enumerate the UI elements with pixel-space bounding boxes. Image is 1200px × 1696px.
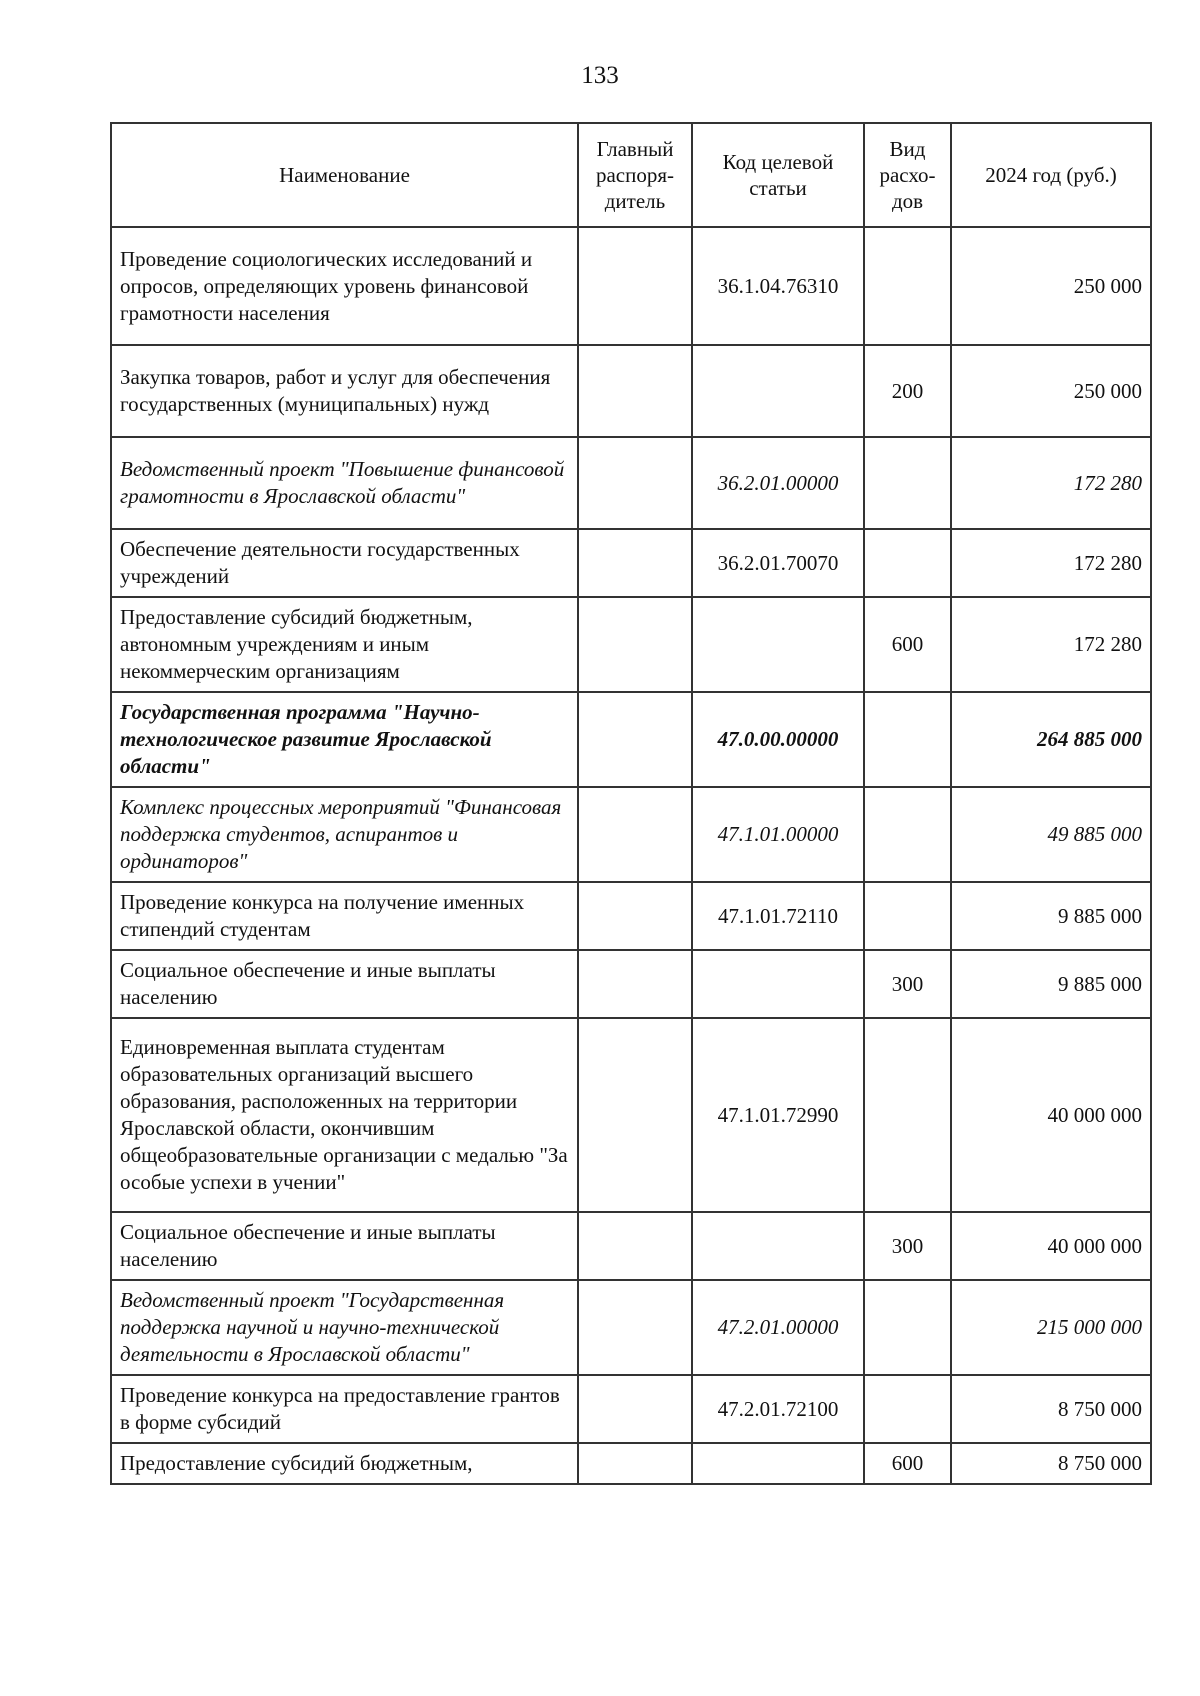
cell-name: Комплекс процессных мероприятий "Финансовая поддержка студентов, аспирантов и ординаторов"	[111, 787, 578, 882]
budget-table	[110, 122, 1152, 1485]
cell-kind	[864, 882, 951, 950]
table-row	[111, 597, 1151, 692]
cell-admin	[578, 1018, 692, 1212]
table-row	[111, 1375, 1151, 1443]
table-row	[111, 787, 1151, 882]
cell-name: Предоставление субсидий бюджетным, автономным учреждениям и иным некоммерческим организациям	[111, 597, 578, 692]
cell-admin	[578, 787, 692, 882]
cell-admin	[578, 529, 692, 597]
cell-kind	[864, 1018, 951, 1212]
cell-name: Единовременная выплата студентам образовательных организаций высшего образования, расположенных на территории Ярославской области, окончившим общеобразовательные организации с медалью "За особые успехи в учении"	[111, 1018, 578, 1212]
cell-name: Ведомственный проект "Повышение финансовой грамотности в Ярославской области"	[111, 437, 578, 529]
header-kind: Вид расхо-дов	[864, 123, 951, 227]
cell-code: 47.2.01.00000	[692, 1280, 864, 1375]
cell-kind: 600	[864, 597, 951, 692]
cell-sum: 9 885 000	[951, 882, 1151, 950]
cell-kind: 300	[864, 950, 951, 1018]
cell-code: 47.1.01.72990	[692, 1018, 864, 1212]
cell-admin	[578, 437, 692, 529]
cell-sum: 172 280	[951, 597, 1151, 692]
cell-code: 36.2.01.70070	[692, 529, 864, 597]
cell-sum: 40 000 000	[951, 1018, 1151, 1212]
table-row	[111, 950, 1151, 1018]
cell-code: 36.2.01.00000	[692, 437, 864, 529]
cell-code	[692, 1212, 864, 1280]
table-body	[111, 227, 1151, 1484]
cell-admin	[578, 227, 692, 345]
cell-kind: 200	[864, 345, 951, 437]
cell-admin	[578, 692, 692, 787]
cell-admin	[578, 882, 692, 950]
cell-kind	[864, 1375, 951, 1443]
cell-sum: 172 280	[951, 529, 1151, 597]
cell-sum: 172 280	[951, 437, 1151, 529]
cell-admin	[578, 950, 692, 1018]
header-sum: 2024 год (руб.)	[951, 123, 1151, 227]
cell-kind	[864, 529, 951, 597]
cell-admin	[578, 597, 692, 692]
cell-code: 47.1.01.00000	[692, 787, 864, 882]
cell-name: Проведение социологических исследований и опросов, определяющих уровень финансовой грамотности населения	[111, 227, 578, 345]
cell-name: Обеспечение деятельности государственных учреждений	[111, 529, 578, 597]
cell-sum: 250 000	[951, 227, 1151, 345]
cell-sum: 8 750 000	[951, 1443, 1151, 1484]
header-name: Наименование	[111, 123, 578, 227]
table-row	[111, 1018, 1151, 1212]
cell-admin	[578, 1280, 692, 1375]
cell-code	[692, 1443, 864, 1484]
cell-kind	[864, 1280, 951, 1375]
cell-kind	[864, 692, 951, 787]
cell-code: 47.1.01.72110	[692, 882, 864, 950]
table-row	[111, 1443, 1151, 1484]
header-admin: Главный распоря-дитель	[578, 123, 692, 227]
table-row	[111, 882, 1151, 950]
cell-name: Проведение конкурса на получение именных стипендий студентам	[111, 882, 578, 950]
cell-sum: 215 000 000	[951, 1280, 1151, 1375]
table-row	[111, 692, 1151, 787]
cell-code	[692, 950, 864, 1018]
cell-kind: 300	[864, 1212, 951, 1280]
cell-code: 36.1.04.76310	[692, 227, 864, 345]
cell-admin	[578, 1212, 692, 1280]
table-row	[111, 437, 1151, 529]
cell-sum: 49 885 000	[951, 787, 1151, 882]
cell-admin	[578, 345, 692, 437]
header-code: Код целевой статьи	[692, 123, 864, 227]
page-number: 133	[581, 62, 619, 89]
table-row	[111, 529, 1151, 597]
cell-sum: 9 885 000	[951, 950, 1151, 1018]
cell-name: Ведомственный проект "Государственная поддержка научной и научно-технической деятельности в Ярославской области"	[111, 1280, 578, 1375]
table-header-row	[111, 123, 1151, 227]
cell-name: Социальное обеспечение и иные выплаты населению	[111, 1212, 578, 1280]
cell-name: Государственная программа "Научно-технологическое развитие Ярославской области"	[111, 692, 578, 787]
cell-sum: 250 000	[951, 345, 1151, 437]
cell-name: Социальное обеспечение и иные выплаты населению	[111, 950, 578, 1018]
cell-kind: 600	[864, 1443, 951, 1484]
cell-admin	[578, 1443, 692, 1484]
table-row	[111, 1212, 1151, 1280]
cell-code: 47.0.00.00000	[692, 692, 864, 787]
cell-code	[692, 345, 864, 437]
cell-kind	[864, 437, 951, 529]
cell-sum: 8 750 000	[951, 1375, 1151, 1443]
cell-name: Проведение конкурса на предоставление грантов в форме субсидий	[111, 1375, 578, 1443]
cell-kind	[864, 787, 951, 882]
cell-kind	[864, 227, 951, 345]
cell-admin	[578, 1375, 692, 1443]
cell-name: Предоставление субсидий бюджетным,	[111, 1443, 578, 1484]
cell-sum: 40 000 000	[951, 1212, 1151, 1280]
table-row	[111, 1280, 1151, 1375]
cell-name: Закупка товаров, работ и услуг для обеспечения государственных (муниципальных) нужд	[111, 345, 578, 437]
table-row	[111, 227, 1151, 345]
cell-sum: 264 885 000	[951, 692, 1151, 787]
table-row	[111, 345, 1151, 437]
cell-code	[692, 597, 864, 692]
cell-code: 47.2.01.72100	[692, 1375, 864, 1443]
